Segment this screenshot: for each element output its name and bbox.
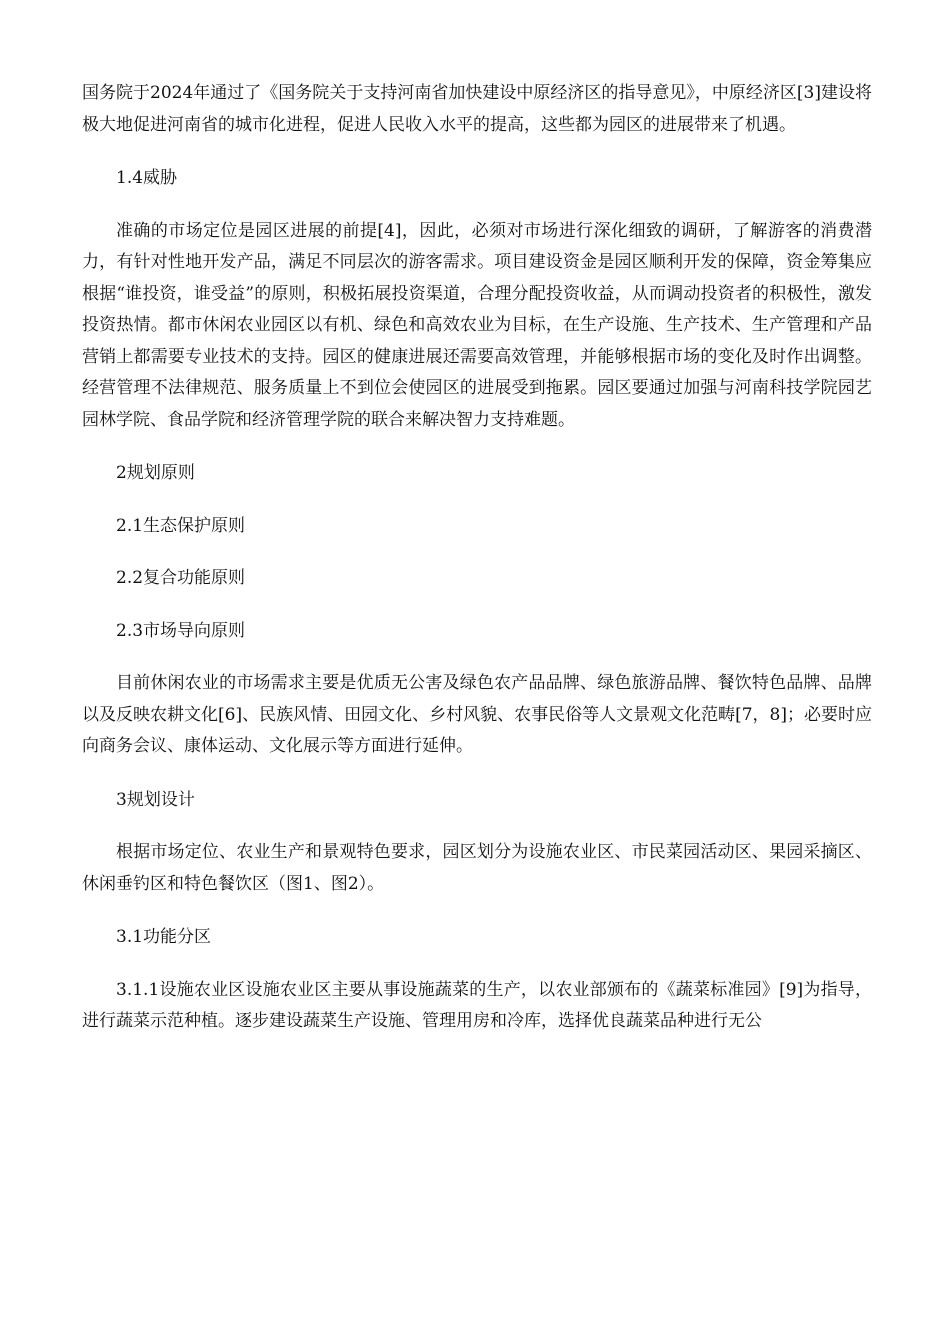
- section-heading-3: 3规划设计: [116, 789, 195, 810]
- section-heading-2-3: 2.3市场导向原则: [116, 620, 246, 641]
- section-heading-2-1: 2.1生态保护原则: [116, 515, 246, 536]
- paragraph-threats: 准确的市场定位是园区进展的前提[4]，因此，必须对市场进行深化细致的调研，了解游客的消费潜力，有针对性地开发产品，满足不同层次的游客需求。项目建设资金是园区顺利开发的保障，资金筹集应根据“谁投资，谁受益”的原则，积极拓展投资渠道，合理分配投资收益，从而调动投资者的积极性，激发投资热情。都市休闲农业园区以有机、绿色和高效农业为目标，在生产设施、生产技术、生产管理和产品营销上都需要专业技术的支持。园区的健康进展还需要高效管理，并能够根据市场的变化及时作出调整。经营管理不法律规范、服务质量上不到位会使园区的进展受到拖累。园区要通过加强与河南科技学院园艺园林学院、食品学院和经济管理学院的联合来解决智力支持难题。: [82, 220, 872, 430]
- section-heading-2: 2规划原则: [116, 463, 195, 483]
- section-heading-1-4: 1.4威胁: [116, 168, 178, 188]
- section-heading-2-2: 2.2复合功能原则: [116, 568, 246, 588]
- paragraph-facility-agriculture: 3.1.1设施农业区设施农业区主要从事设施蔬菜的生产，以农业部颁布的《蔬菜标准园》[9]为指导，进行蔬菜示范种植。逐步建设蔬菜生产设施、管理用房和冷库，选择优良蔬菜品种进行无公: [82, 979, 872, 1031]
- paragraph-intro: 国务院于2024年通过了《国务院关于支持河南省加快建设中原经济区的指导意见》，中原经济区[3]建设将极大地促进河南省的城市化进程，促进人民收入水平的提高，这些都为园区的进展带来了机遇。: [82, 83, 872, 135]
- section-heading-3-1: 3.1功能分区: [116, 927, 212, 947]
- paragraph-zoning: 根据市场定位、农业生产和景观特色要求，园区划分为设施农业区、市民菜园活动区、果园采摘区、休闲垂钓区和特色餐饮区（图1、图2）。: [82, 842, 872, 894]
- paragraph-market-demand: 目前休闲农业的市场需求主要是优质无公害及绿色农产品品牌、绿色旅游品牌、餐饮特色品牌、品牌以及反映农耕文化[6]、民族风情、田园文化、乡村风貌、农事民俗等人文景观文化范畴[7，8]；必要时应向商务会议、康体运动、文化展示等方面进行延伸。: [82, 673, 872, 756]
- document-body: [82, 78, 872, 1060]
